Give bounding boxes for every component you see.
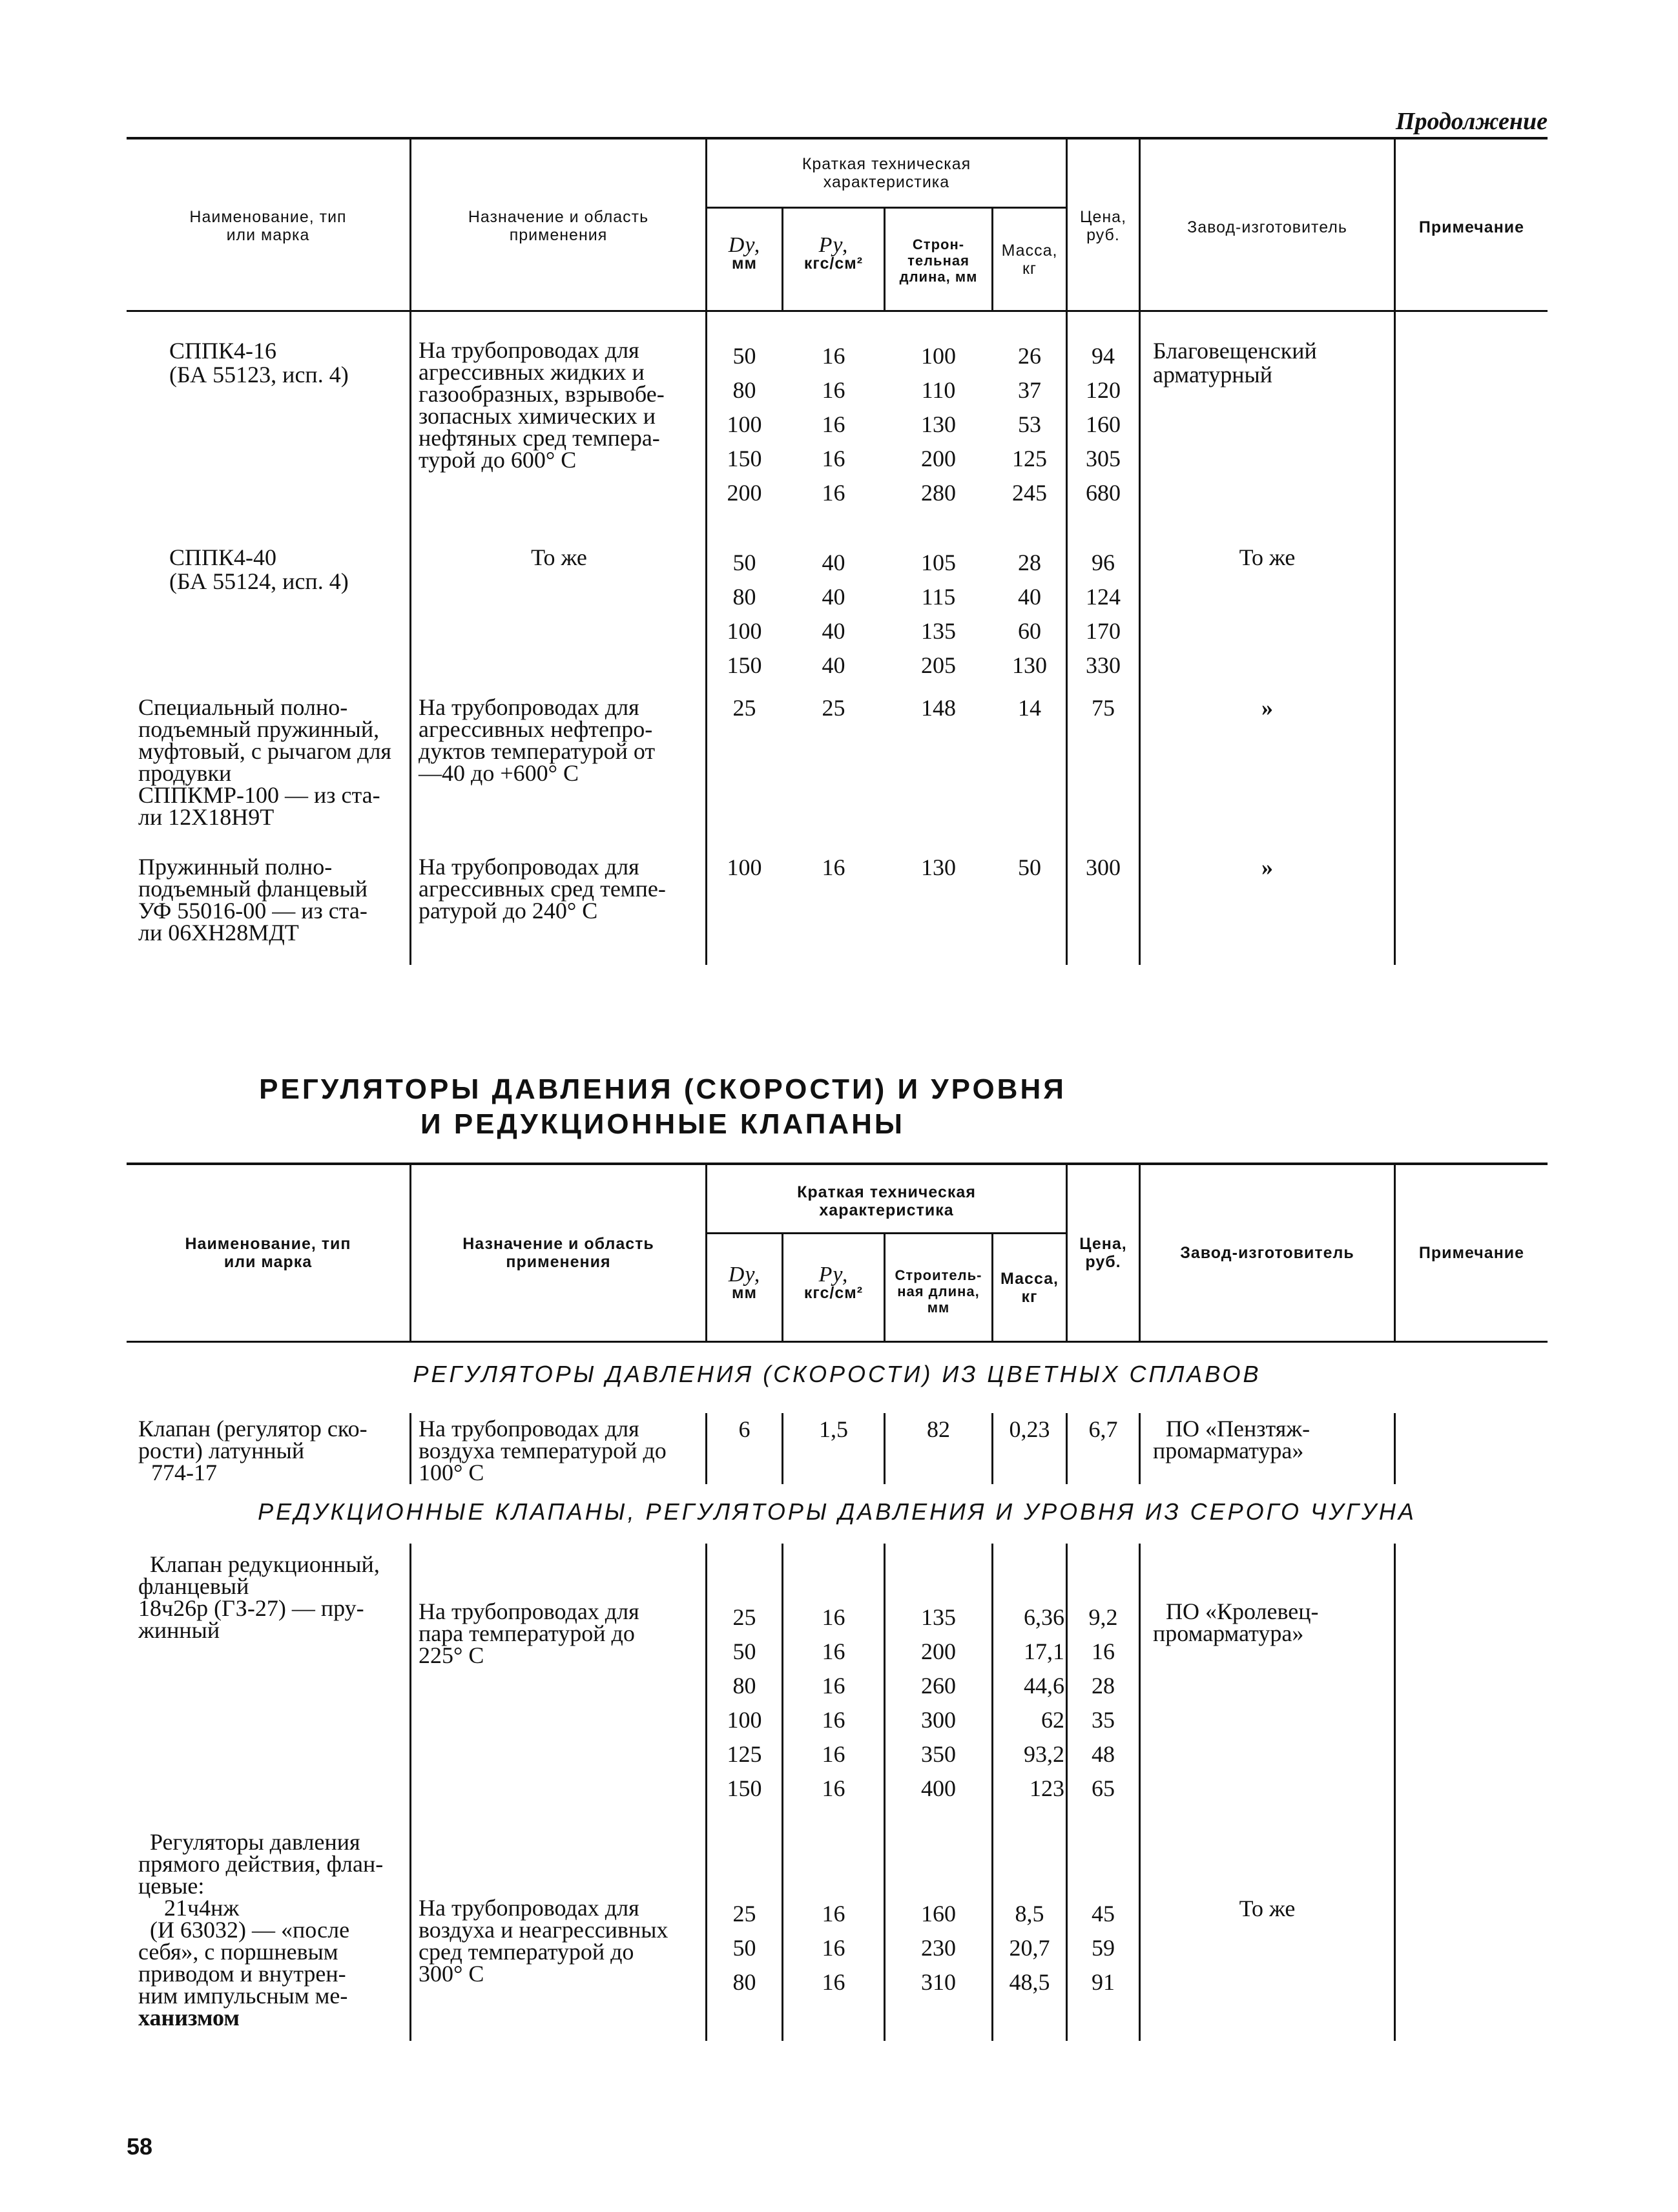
header-maker: Завод-изготовитель xyxy=(1187,218,1347,236)
row1-dy: 50 80 100 150 200 xyxy=(727,343,762,506)
page-number: 58 xyxy=(127,2133,153,2160)
row2-length: 105 115 135 205 xyxy=(921,550,956,678)
row3-mass: 14 xyxy=(1018,695,1041,721)
header2-name: Наименование, тип или марка xyxy=(185,1235,351,1271)
valve-maker: ПО «Пензтяж- промарматура» xyxy=(1153,1416,1310,1463)
header-price: Цена, руб. xyxy=(1079,208,1127,244)
row2-price: 96 124 170 330 xyxy=(1086,550,1121,678)
valve-price: 6,7 xyxy=(1088,1416,1118,1442)
continuation-label: Продолжение xyxy=(1395,108,1548,135)
row1-price: 94 120 160 305 680 xyxy=(1086,343,1121,506)
reduction-dy: 25 50 80 100 125 150 xyxy=(727,1604,762,1801)
row1-length: 100 110 130 200 280 xyxy=(921,343,956,506)
row1-purpose: На трубопроводах для агрессивных жидких и газообразных, взрывобе- зопасных химических и нефтяных сред темпера- турой до 600° С xyxy=(419,337,665,473)
regulator-maker: То же xyxy=(1239,1896,1296,1921)
row2-maker: То же xyxy=(1239,544,1296,570)
row4-maker: » xyxy=(1261,854,1273,880)
row3-maker: » xyxy=(1261,695,1273,721)
header2-dy: Dу, мм xyxy=(728,1263,761,1302)
row3-py: 25 xyxy=(822,695,845,721)
row1-mass: 26 37 53 125 245 xyxy=(1012,343,1047,506)
row4-price: 300 xyxy=(1086,854,1121,880)
header-name: Наименование, тип или марка xyxy=(189,208,347,244)
valve-name: Клапан (регулятор ско- рости) латунный 774-17 xyxy=(138,1416,368,1485)
reduction-py: 16 16 16 16 16 16 xyxy=(822,1604,845,1801)
regulator-length: 160 230 310 xyxy=(921,1901,956,1995)
valve-mass: 0,23 xyxy=(1009,1416,1050,1442)
row3-purpose: На трубопроводах для агрессивных нефтепро- дуктов температурой от —40 до +600° С xyxy=(419,694,656,786)
regulator-mass: 8,5 20,7 48,5 xyxy=(1009,1901,1050,1995)
header-length: Строн- тельная длина, мм xyxy=(899,236,978,285)
row4-mass: 50 xyxy=(1018,854,1041,880)
section-title: РЕГУЛЯТОРЫ ДАВЛЕНИЯ (СКОРОСТИ) И УРОВНЯ И РЕДУКЦИОННЫЕ КЛАПАНЫ xyxy=(259,1073,1066,1140)
subsection-grey-iron: РЕДУКЦИОННЫЕ КЛАПАНЫ, РЕГУЛЯТОРЫ ДАВЛЕНИЯ И УРОВНЯ ИЗ СЕРОГО ЧУГУНА xyxy=(258,1498,1416,1525)
row2-purpose: То же xyxy=(531,544,587,570)
header2-py: Pу, кгс/см² xyxy=(803,1263,864,1302)
row3-length: 148 xyxy=(921,695,956,721)
row4-py: 16 xyxy=(822,854,845,880)
reduction-mass: 6,36 17,1 44,6 62 93,2 123 xyxy=(1024,1604,1064,1801)
regulator-py: 16 16 16 xyxy=(822,1901,845,1995)
header-tech: Краткая техническая характеристика xyxy=(802,155,971,191)
valve-length: 82 xyxy=(927,1416,950,1442)
valve-dy: 6 xyxy=(738,1416,751,1442)
row2-py: 40 40 40 40 xyxy=(822,550,845,678)
regulator-dy: 25 50 80 xyxy=(732,1901,756,1995)
row2-name: СППК4-40 (БА 55124, исп. 4) xyxy=(169,544,349,594)
row1-name: СППК4-16 (БА 55123, исп. 4) xyxy=(169,338,349,388)
header2-tech: Краткая техническая характеристика xyxy=(797,1183,976,1219)
row3-dy: 25 xyxy=(732,695,756,721)
header-py: Pу, кгс/см² xyxy=(803,233,864,273)
row4-name: Пружинный полно- подъемный фланцевый УФ 55016-00 — из ста- ли 06ХН28МДТ xyxy=(138,854,368,946)
header-purpose: Назначение и область применения xyxy=(468,208,649,244)
header2-price: Цена, руб. xyxy=(1079,1235,1127,1271)
header-dy: Dу, мм xyxy=(728,233,761,273)
header2-length: Строитель- ная длина, мм xyxy=(895,1267,982,1316)
regulator-price: 45 59 91 xyxy=(1092,1901,1115,1995)
reduction-purpose: На трубопроводах для пара температурой до 225° С xyxy=(419,1598,639,1668)
header-note: Примечание xyxy=(1418,218,1525,236)
row3-price: 75 xyxy=(1092,695,1115,721)
row1-py: 16 16 16 16 16 xyxy=(822,343,845,506)
row3-name: Специальный полно- подъемный пружинный, муфтовый, с рычагом для продувки СППКМР-100 — из ста- ли 12Х18Н9Т xyxy=(138,694,391,830)
row4-dy: 100 xyxy=(727,854,762,880)
row2-dy: 50 80 100 150 xyxy=(727,550,762,678)
reduction-name: Клапан редукционный, фланцевый 18ч26р (ГЗ-27) — пру- жинный xyxy=(138,1551,380,1643)
header-mass: Масса, кг xyxy=(1001,242,1058,278)
subsection-nonferrous: РЕГУЛЯТОРЫ ДАВЛЕНИЯ (СКОРОСТИ) ИЗ ЦВЕТНЫХ СПЛАВОВ xyxy=(413,1361,1261,1387)
row4-purpose: На трубопроводах для агрессивных сред темпе- ратурой до 240° С xyxy=(419,854,666,924)
header2-note: Примечание xyxy=(1418,1244,1525,1262)
header2-purpose: Назначение и область применения xyxy=(462,1235,654,1271)
header2-mass: Масса, кг xyxy=(1000,1270,1059,1306)
header2-maker: Завод-изготовитель xyxy=(1180,1244,1354,1262)
reduction-maker: ПО «Кролевец- промарматура» xyxy=(1153,1598,1319,1646)
valve-py: 1,5 xyxy=(819,1416,848,1442)
row4-length: 130 xyxy=(921,854,956,880)
reduction-price: 9,2 16 28 35 48 65 xyxy=(1088,1604,1118,1801)
regulator-name: Регуляторы давления прямого действия, флан- цевые: 21ч4нж (И 63032) — «после себя», с поршневым приводом и внутрен- ним импульсным ме- ханизмом xyxy=(138,1829,384,2031)
row2-mass: 28 40 60 130 xyxy=(1012,550,1047,678)
row1-maker: Благовещенский арматурный xyxy=(1153,338,1317,388)
reduction-length: 135 200 260 300 350 400 xyxy=(921,1604,956,1801)
valve-purpose: На трубопроводах для воздуха температурой до 100° С xyxy=(419,1416,667,1485)
regulator-purpose: На трубопроводах для воздуха и неагрессивных сред температурой до 300° С xyxy=(419,1895,668,1987)
